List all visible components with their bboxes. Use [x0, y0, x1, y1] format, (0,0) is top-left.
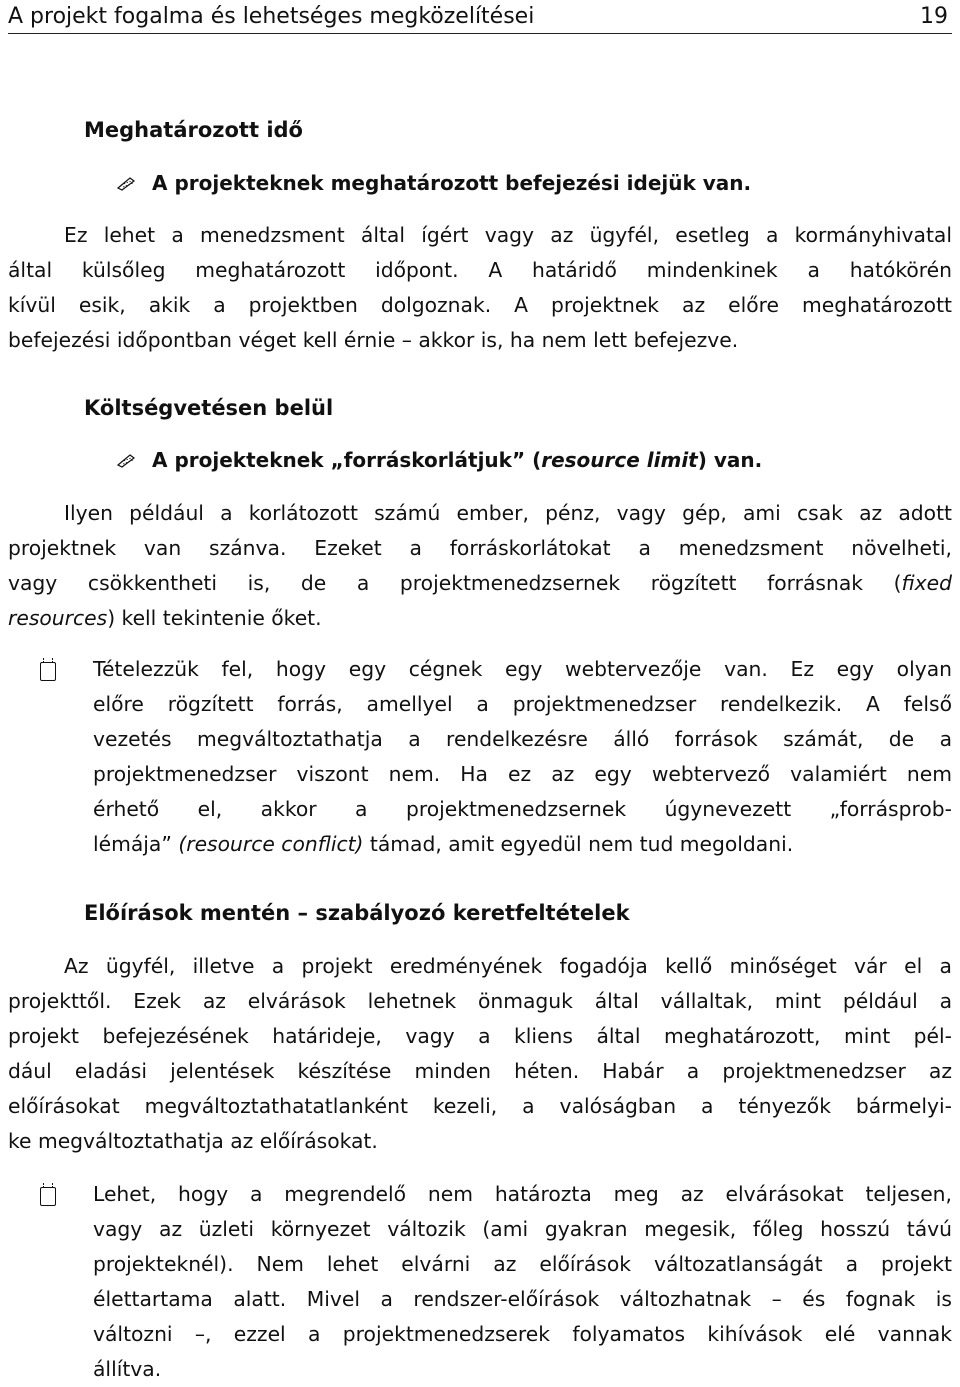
section-heading-time: Meghatározott idő: [84, 118, 303, 142]
text-line: projekteknél). Nem lehet elvárni az előírások változatlanságát a projekt: [93, 1252, 952, 1276]
bullet-text-italic: resource limit: [541, 448, 698, 472]
note-requirements: [93, 1177, 952, 1387]
notepad-icon: [40, 662, 56, 681]
text-line: Lehet, hogy a megrendelő nem határozta meg az elvárásokat teljesen,: [93, 1182, 952, 1206]
bullet-time: [116, 171, 751, 195]
text-line: állítva.: [93, 1357, 162, 1381]
text-line: resources) kell tekintenie őket.: [8, 606, 322, 630]
section-heading-budget: Költségvetésen belül: [84, 396, 334, 420]
text-line: projekttől. Ezek az elvárások lehetnek önmaguk által vállaltak, mint például a: [8, 989, 952, 1013]
text-line: lémája” (resource conflict) támad, amit egyedül nem tud megoldani.: [93, 832, 794, 856]
text-line: projekt befejezésének határideje, vagy a kliens által meghatározott, mint pél-: [8, 1024, 952, 1048]
page-number: 19: [920, 4, 948, 29]
text-line: vagy az üzleti környezet változik (ami gyakran megesik, főleg hosszú távú: [93, 1217, 952, 1241]
text-line: Ilyen például a korlátozott számú ember, pénz, vagy gép, ami csak az adott: [64, 501, 952, 525]
paragraph-requirements: [8, 949, 952, 1159]
text-line: dául eladási jelentések készítése minden héten. Habár a projektmenedzser az: [8, 1059, 952, 1083]
text-line: Ez lehet a menedzsment által ígért vagy az ügyfél, esetleg a kormányhivatal: [64, 223, 952, 247]
text-line: projektnek van szánva. Ezeket a forráskorlátokat a menedzsment növelheti,: [8, 536, 952, 560]
chapter-title: A projekt fogalma és lehetséges megközelítései: [8, 4, 535, 29]
text-line: befejezési időpontban véget kell érnie – akkor is, ha nem lett befejezve.: [8, 328, 739, 352]
notepad-icon: [40, 1187, 56, 1206]
text-line: projektmenedzser viszont nem. Ha ez az egy webtervező valamiért nem: [93, 762, 952, 786]
bullet-text: A projekteknek meghatározott befejezési idejük van.: [152, 171, 752, 195]
text-line: előírásokat megváltoztathatatlanként kezeli, a valóságban a tényezők bármelyi-: [8, 1094, 952, 1118]
bullet-budget: [116, 448, 762, 472]
text-line: változni –, ezzel a projektmenedzserek folyamatos kihívások elé vannak: [93, 1322, 952, 1346]
text-line: élettartama alatt. Mivel a rendszer-előírások változhatnak – és fognak is: [93, 1287, 952, 1311]
pencil-icon: [116, 175, 136, 191]
running-header: [8, 0, 952, 34]
text-line: Tételezzük fel, hogy egy cégnek egy webtervezője van. Ez egy olyan: [93, 657, 952, 681]
paragraph-time: [8, 218, 952, 358]
text-line: vezetés megváltoztathatja a rendelkezésre álló források számát, de a: [93, 727, 952, 751]
bullet-text: A projekteknek „forráskorlátjuk” (: [152, 448, 542, 472]
bullet-text: ) van.: [697, 448, 763, 472]
section-heading-requirements: Előírások mentén – szabályozó keretfeltételek: [84, 901, 630, 925]
paragraph-budget: [8, 496, 952, 636]
note-budget: [93, 652, 952, 862]
text-line: előre rögzített forrás, amellyel a projektmenedzser rendelkezik. A felső: [93, 692, 952, 716]
text-line: ke megváltoztathatja az előírásokat.: [8, 1129, 378, 1153]
pencil-icon: [116, 452, 136, 468]
text-line: vagy csökkentheti is, de a projektmenedzsernek rögzített forrásnak (fixed: [8, 571, 952, 595]
text-line: Az ügyfél, illetve a projekt eredményének fogadója kellő minőséget vár el a: [64, 954, 952, 978]
text-line: érhető el, akkor a projektmenedzsernek úgynevezett „forrásprob-: [93, 797, 952, 821]
text-line: által külsőleg meghatározott időpont. A határidő mindenkinek a hatókörén: [8, 258, 952, 282]
text-line: kívül esik, akik a projektben dolgoznak. A projektnek az előre meghatározott: [8, 293, 952, 317]
